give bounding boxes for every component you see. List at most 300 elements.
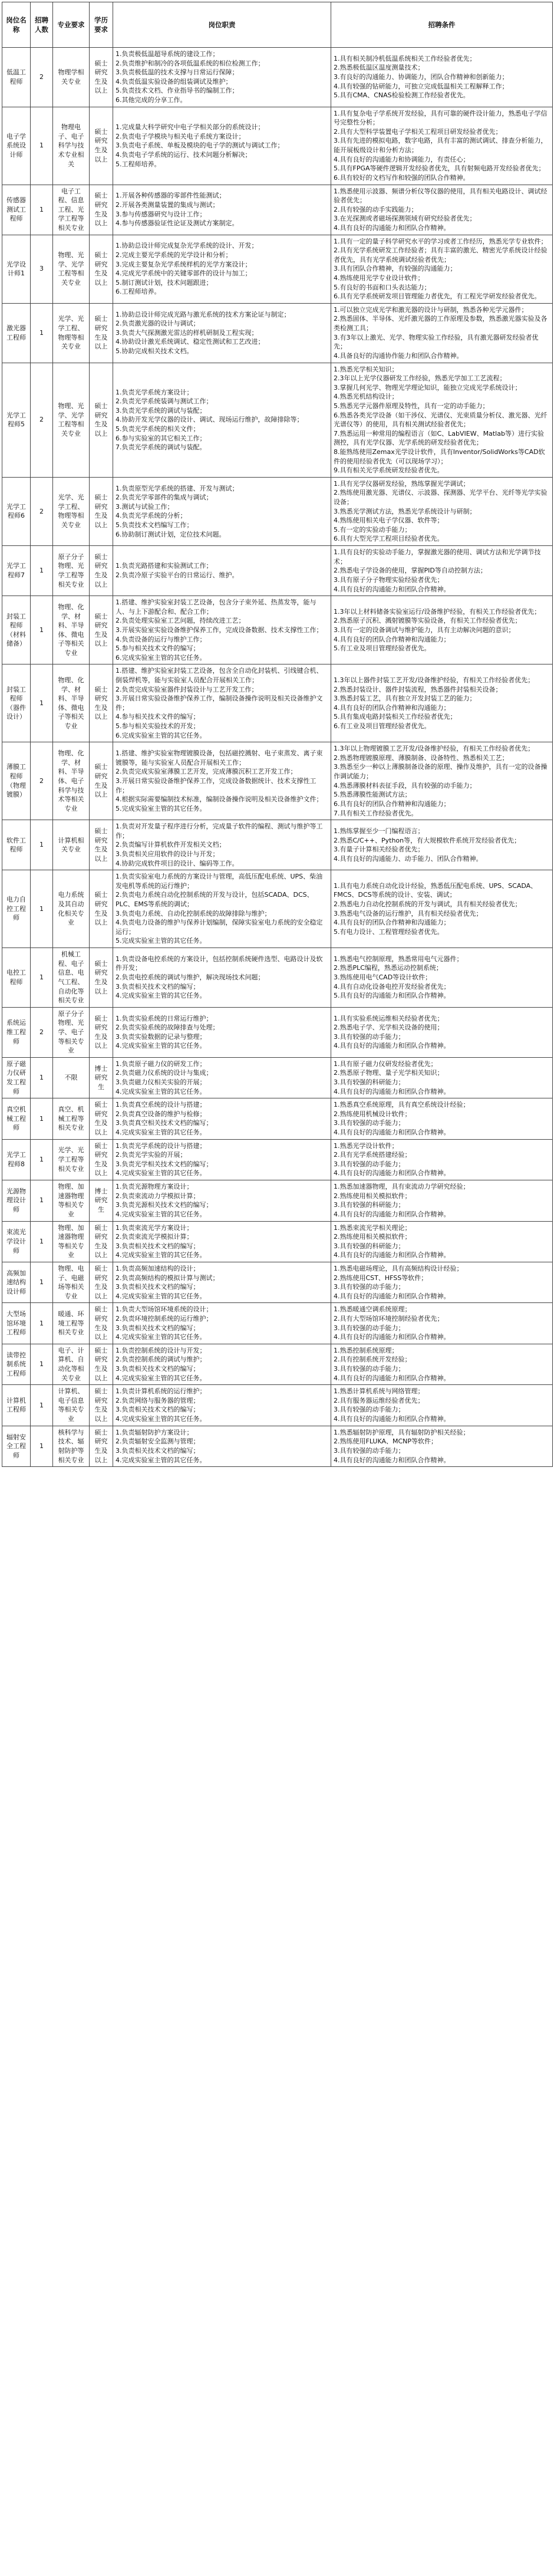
table-row: [2, 185, 553, 235]
duty-item: 3.负责相关技术文档的编写；: [116, 1406, 200, 1414]
education-cell: 硕士研究生及以上: [90, 185, 113, 235]
duty-item: 3.开展日常实验设备维护保养工作，编制设备操作说明及相关设备维护文件；: [116, 695, 323, 712]
headcount-cell: 1: [31, 546, 53, 596]
table-row: [2, 477, 553, 545]
duty-item: 4.协助设计激光系统调试、稳定性测试和工艺改进；: [116, 338, 265, 346]
headcount-cell: 1: [31, 948, 53, 1008]
duty-item: 2.负责束流光学模拟计算；: [116, 1233, 193, 1241]
headcount-cell: 1: [31, 596, 53, 664]
headcount-cell: 1: [31, 1303, 53, 1344]
requirement-item: 2.具有光学系统搭建经验；: [334, 1151, 411, 1159]
requirement-item: 2.熟悉物理镀膜原理、薄膜制备、设备特性、熟悉相关工艺；: [334, 754, 509, 762]
duty-item: 2.负责光学系统装调与测试工作；: [116, 397, 213, 406]
requirement-item: 1.熟悉光学相关知识；: [334, 365, 398, 373]
duty-item: 1.负责控制系统的设计与开发；: [116, 1346, 206, 1354]
major-cell: 物理、化学、材料、半导体、微电子等相关专业: [53, 664, 90, 742]
duty-item: 2.负责编写计算机软件开发相关文档；: [116, 841, 226, 849]
requirement-item: 5.熟悉光学元器件原理及特性，具有一定的动手能力；: [334, 402, 489, 410]
requirements-cell: [331, 1262, 553, 1302]
duty-item: 1.负责辐射防护方案设计；: [116, 1428, 193, 1436]
duty-item: 2.负责电力系统自动化控制系统的开发与设计，包括SCADA、DCS、PLC、EMS等系统的调试；: [116, 891, 314, 909]
header-requirements: 招聘条件: [331, 2, 553, 48]
position-name-cell: 电力自控工程师: [2, 870, 31, 948]
duties-cell: [113, 1221, 331, 1262]
requirement-item: 4.具有良好的沟通能力和团队合作精神。: [334, 1251, 450, 1259]
position-name-cell: 软件工程师: [2, 820, 31, 870]
duties-cell: [113, 477, 331, 545]
requirement-item: 2.熟悉电子学、光学相关设备的使用；: [334, 1024, 444, 1032]
duties-list: [116, 1264, 328, 1301]
duty-item: 1.搭建、维护实验室封装工艺设备，包含全自动化封装机、引线键合机、倒装焊机等，能与实验室人员配合开展相关工作；: [116, 667, 323, 684]
duty-item: 2.负责完成实验室薄膜工艺开发，完成薄膜沉积工艺开发工作；: [116, 768, 297, 776]
requirements-list: [334, 1014, 550, 1051]
requirement-item: 3.具有先进的模拟电路，数字电路，具有丰富的测试调试、排查分析能力，能开展板级设计和分析方法；: [334, 137, 548, 154]
headcount-cell: 1: [31, 185, 53, 235]
requirement-item: 3.具有较强的动手能力；: [334, 1446, 405, 1455]
table-row: [2, 1007, 553, 1057]
requirement-item: 3.有量子计算相关经验者优先；: [334, 845, 424, 854]
duty-item: 2.负责处理实验室工艺问题，持续改进工艺；: [116, 617, 245, 625]
requirements-list: [334, 1387, 550, 1423]
duties-cell: [113, 1426, 331, 1466]
requirement-item: 6.熟悉各类光学设备（如干涉仪、光谱仪、光束质量分析仪、激光器、光纤光谱仪等）的使用，具有相关测试经验者优先；: [334, 411, 548, 429]
requirement-item: 6.具有大型光学工程项目经验者优先。: [334, 535, 444, 543]
duty-item: 3.负责光学系统的调试与装配；: [116, 406, 206, 414]
duties-list: [116, 1100, 328, 1137]
education-cell: 硕士研究生及以上: [90, 1139, 113, 1180]
duty-item: 2.负责网络与服务器的管理；: [116, 1396, 200, 1404]
major-cell: 物理学相关专业: [53, 48, 90, 107]
duty-item: 1.完成量大科学研究中电子学相关部分的系统设计；: [116, 123, 265, 131]
duty-item: 2.负责辐射安全监测与管理；: [116, 1437, 200, 1446]
duties-list: [116, 50, 328, 105]
duties-cell: [113, 948, 331, 1008]
headcount-cell: 1: [31, 664, 53, 742]
requirements-list: [334, 109, 550, 183]
headcount-cell: 3: [31, 235, 53, 303]
requirement-item: 2.熟悉封装设计、器件封装流程，熟悉器件封装相关设备；: [334, 685, 502, 693]
requirement-item: 5.有工业及项目管理经验者优先。: [334, 644, 431, 653]
headcount-cell: 1: [31, 1262, 53, 1302]
requirement-item: 7.具有相关工作经验者优先。: [334, 809, 418, 817]
requirement-item: 9.具有相关光学系统研发经验者优先。: [334, 466, 444, 475]
requirements-list: [334, 479, 550, 544]
requirement-item: 2.熟悉电力自动化控制系统的开发与调试，具有相关经验者优先；: [334, 900, 522, 909]
header-row: [2, 2, 553, 48]
requirement-item: 6.具有良好的团队合作精神和沟通能力；: [334, 800, 450, 808]
requirement-item: 2.具有服务器运维经验者优先；: [334, 1396, 424, 1404]
duty-item: 1.负责真空系统的设计与搭建；: [116, 1101, 206, 1109]
duties-list: [116, 822, 328, 868]
duty-item: 4.参与相关技术文件的编写；: [116, 713, 200, 721]
duties-cell: [113, 664, 331, 742]
duty-item: 1.负责设备电控系统的方案设计，包括控制系统硬件选型、电路设计及软件开发；: [116, 955, 323, 972]
requirement-item: 2.具有控制系统开发经验；: [334, 1356, 411, 1364]
requirement-item: 4.具有良好的沟通能力、动手能力、团队合作精神。: [334, 854, 483, 863]
duties-cell: [113, 1303, 331, 1344]
requirements-list: [334, 1428, 550, 1465]
requirement-item: 5.有良好的书面和口头表达能力；: [334, 283, 431, 291]
duty-item: 3.测试与试验工作；: [116, 502, 174, 511]
requirement-item: 4.具有良好的团队合作精神和沟通能力；: [334, 635, 450, 643]
duties-list: [116, 191, 328, 228]
major-cell: 光学、光学工程等相关专业: [53, 1139, 90, 1180]
table-row: [2, 1098, 553, 1139]
requirement-item: 1.熟悉真空系统原理，具有真空系统设计经验；: [334, 1101, 470, 1109]
duty-item: 2.负责电控系统的调试与维护，解决现场技术问题；: [116, 973, 265, 982]
position-name-cell: 薄膜工程师（物理镀膜）: [2, 742, 31, 820]
major-cell: 电子、计算机、自动化等相关专业: [53, 1344, 90, 1384]
requirements-list: [334, 1264, 550, 1301]
duty-item: 3.完成主要复杂光学系统样机的光学方案设计；: [116, 260, 252, 268]
requirements-cell: [331, 303, 553, 363]
table-row: [2, 596, 553, 664]
requirement-item: 2.熟练使用CST、HFSS等软件；: [334, 1274, 428, 1282]
table-row: [2, 1057, 553, 1098]
education-cell: 硕士研究生及以上: [90, 664, 113, 742]
duty-item: 3.参与传感器研究与设计工作；: [116, 210, 206, 218]
requirements-list: [334, 1182, 550, 1219]
duties-cell: [113, 1344, 331, 1384]
duty-item: 7.负责光学系统的调试与装配。: [116, 443, 206, 452]
duties-list: [116, 484, 328, 539]
requirement-item: 3.具有较强的科研能力；: [334, 1078, 405, 1086]
position-name-cell: 计算机工程师: [2, 1385, 31, 1426]
duty-item: 3.负责磁力仪相关实验的开展；: [116, 1078, 206, 1086]
duty-item: 5.参与相关技术文件的编写；: [116, 644, 200, 653]
duty-item: 4.完成光学系统中的关键零部件的设计与加工；: [116, 269, 252, 278]
duty-item: 2.负责冷原子实验平台的日常运行、维护。: [116, 571, 239, 580]
duty-item: 4.完成实验室主管的其它任务。: [116, 1210, 206, 1218]
duty-item: 3.负责相关技术文档的编写；: [116, 1446, 200, 1455]
duty-item: 1.负责束流光学方案设计；: [116, 1223, 193, 1232]
requirement-item: 2.熟悉C/C++、Python等，有大规模软件系统开发经验者优先；: [334, 836, 521, 844]
requirement-item: 4.具有良好的沟通能力和协调能力，有责任心；: [334, 155, 470, 163]
duty-item: 4.负责电力设备的维护与保养计划编制，保障实验室电力系统的安全稳定运行；: [116, 919, 323, 936]
duty-item: 4.完成实验室主管的其它任务。: [116, 1042, 206, 1050]
duty-item: 3.负责电子系统、单板及模块的电子学的测试与调试工作；: [116, 142, 284, 150]
requirement-item: 4.具有良好的沟通能力和团队合作精神。: [334, 1169, 450, 1177]
requirement-item: 3.掌握几何光学、物理光学理论知识，能独立完成光学系统设计；: [334, 383, 522, 392]
table-row: [2, 1426, 553, 1466]
table-row: [2, 235, 553, 303]
requirement-item: 1.熟悉加速器物理，具有束流动力学研究经验；: [334, 1183, 470, 1191]
requirements-cell: [331, 363, 553, 477]
requirement-item: 4.具有良好的沟通能力和团队合作精神。: [334, 585, 450, 593]
duty-item: 4.完成实验室主管的其它任务。: [116, 1374, 206, 1382]
duty-item: 6.完成实验室主管的其它任务。: [116, 653, 206, 662]
position-name-cell: 电子学系统设计师: [2, 107, 31, 185]
requirement-item: 1.具有良好的实验动手能力，掌握激光器的使用、调试方法和光学调节技术；: [334, 548, 541, 565]
requirement-item: 7.熟悉运用一种常用的编程语言（如C、LabVIEW、Matlab等）进行实验测控，具有光学仪器、光学系统的研发经验者优先；: [334, 429, 544, 447]
requirements-list: [334, 187, 550, 233]
duties-list: [116, 1305, 328, 1341]
education-cell: 硕士研究生及以上: [90, 363, 113, 477]
requirement-item: 2.3年以上光学仪器研发工作经验，熟悉光学加工工艺流程；: [334, 374, 506, 383]
position-name-cell: 光源物理设计师: [2, 1180, 31, 1221]
requirement-item: 3.有良好的沟通能力、协调能力，团队合作精神和创新能力；: [334, 73, 509, 81]
headcount-cell: 1: [31, 1057, 53, 1098]
header-education: 学历要求: [90, 2, 113, 48]
duty-item: 1.负责实验系统的日常运行维护；: [116, 1014, 213, 1022]
education-cell: 硕士研究生及以上: [90, 1344, 113, 1384]
duty-item: 3.负责光源相关技术文档的编写；: [116, 1201, 213, 1209]
requirement-item: 3.有3年以上激光、光学、物理实验工作经验，具有激光器研发经验者优先；: [334, 333, 539, 351]
table-row: [2, 303, 553, 363]
duty-item: 4.根据实际需要编制技术标准，编制设备操作说明及相关设备维护文件；: [116, 795, 323, 804]
requirements-list: [334, 54, 550, 100]
requirement-item: 1.3年以上器件封装工艺开发/设备维护经验，有相关工作经验者优先；: [334, 676, 535, 684]
duty-item: 5.负责技术文档编写工作；: [116, 521, 193, 529]
requirement-item: 1.具有相关制冷机低温系统相关工作经验者优先；: [334, 54, 476, 62]
headcount-cell: 1: [31, 107, 53, 185]
duty-item: 3.负责相关技术文档的编写；: [116, 982, 200, 991]
major-cell: 物理电子、电子科学与技术专业相关: [53, 107, 90, 185]
table-body: [2, 48, 553, 1467]
requirement-item: 6.具有较好的文档写作和较强的团队合作精神。: [334, 173, 470, 182]
headcount-cell: 2: [31, 1007, 53, 1057]
major-cell: 原子分子物理、光学工程等相关专业: [53, 546, 90, 596]
requirement-item: 2.熟练使用相关模拟软件；: [334, 1192, 411, 1200]
duties-list: [116, 388, 328, 452]
requirements-cell: [331, 948, 553, 1008]
requirement-item: 3.具有较强的科研能力；: [334, 1201, 405, 1209]
requirement-item: 1.3年以上物理镀膜工艺开发/设备维护经验，有相关工作经验者优先；: [334, 745, 535, 753]
requirements-cell: [331, 235, 553, 303]
headcount-cell: 2: [31, 477, 53, 545]
education-cell: 硕士研究生及以上: [90, 546, 113, 596]
requirement-item: 1.熟悉束流光学相关理论；: [334, 1223, 411, 1232]
requirement-item: 2.具有大型科学装置电子学相关工程项目研发经验者优先；: [334, 127, 502, 136]
headcount-cell: 1: [31, 820, 53, 870]
requirement-item: 4.具有良好的沟通能力和团队合作精神。: [334, 1374, 450, 1382]
duty-item: 4.负责设备的运行与维护工作；: [116, 635, 206, 643]
position-name-cell: 原子磁力仪研发工程师: [2, 1057, 31, 1098]
major-cell: 物理、加速器物理等相关专业: [53, 1221, 90, 1262]
requirements-list: [334, 881, 550, 937]
duty-item: 2.开展各类测量装置的集成与测试；: [116, 200, 219, 209]
duties-list: [116, 1428, 328, 1465]
duties-list: [116, 749, 328, 813]
duties-list: [116, 123, 328, 169]
duties-cell: [113, 235, 331, 303]
requirement-item: 3.具有团队合作精神，有较强的沟通能力；: [334, 265, 457, 273]
duties-cell: [113, 1385, 331, 1426]
requirement-item: 2.熟练使用相关模拟软件；: [334, 1233, 411, 1241]
requirement-item: 1.熟悉暖通空调系统原理；: [334, 1305, 411, 1314]
duty-item: 1.协助总设计师完成光路与激光系统的技术方案论证与制定；: [116, 310, 291, 318]
requirements-cell: [331, 1303, 553, 1344]
position-name-cell: 电控工程师: [2, 948, 31, 1008]
requirements-list: [334, 744, 550, 818]
duties-cell: [113, 742, 331, 820]
duties-list: [116, 1223, 328, 1260]
duties-list: [116, 1387, 328, 1423]
duties-list: [116, 1346, 328, 1383]
requirement-item: 4.具有良好的团队合作精神和沟通能力；: [334, 703, 450, 712]
requirement-item: 1.熟悉电气控制原理，熟悉常用电气元器件；: [334, 955, 463, 963]
duty-item: 3.开展日常实验设备维护保养工作，完成设备数据统计、技术支撑性工作；: [116, 777, 316, 794]
requirement-item: 2.熟悉原子沉积、溅射镀膜等实验设备，有相关工作经验者优先；: [334, 617, 522, 625]
duty-item: 1.负责光源物理方案设计；: [116, 1183, 193, 1191]
major-cell: 物理、化学、材料、半导体、微电子等相关专业: [53, 596, 90, 664]
headcount-cell: 1: [31, 1139, 53, 1180]
requirements-list: [334, 607, 550, 653]
requirement-item: 3.具有较强的动手能力；: [334, 1324, 405, 1332]
duty-item: 1.负责光学系统的设计与搭建；: [116, 1141, 206, 1150]
duty-item: 2.负责维护和制冷的各项低温系统的相位检测工作；: [116, 59, 265, 67]
duty-item: 4.完成实验室主管的其它任务。: [116, 1087, 206, 1095]
table-row: [2, 820, 553, 870]
table-row: [2, 1139, 553, 1180]
requirement-item: 2.熟练使用机械设计软件；: [334, 1110, 411, 1118]
education-cell: 硕士研究生及以上: [90, 235, 113, 303]
position-name-cell: 光学工程师6: [2, 477, 31, 545]
duty-item: 4.负责光学系统的分析；: [116, 512, 187, 520]
duties-cell: [113, 303, 331, 363]
headcount-cell: 1: [31, 303, 53, 363]
duty-item: 1.协助总设计师完成复杂光学系统的设计、开发；: [116, 242, 258, 250]
requirement-item: 4.具有良好的沟通能力和团队合作精神。: [334, 1042, 450, 1050]
duties-list: [116, 872, 328, 946]
requirement-item: 5.具有CMA、CNAS检验检测工作经验者优先。: [334, 91, 470, 100]
duties-cell: [113, 596, 331, 664]
duty-item: 2.负责环境控制系统的运行维护；: [116, 1315, 213, 1322]
header-major: 专业要求: [53, 2, 90, 48]
position-name-cell: 束流光学设计师: [2, 1221, 31, 1262]
table-row: [2, 948, 553, 1008]
duties-cell: [113, 48, 331, 107]
table-row: [2, 870, 553, 948]
requirements-cell: [331, 185, 553, 235]
requirement-item: 4.具有良好的沟通能力和团队合作精神。: [334, 1087, 450, 1095]
requirements-list: [334, 365, 550, 475]
position-name-cell: 读带控制系统工程师: [2, 1344, 31, 1384]
requirements-cell: [331, 48, 553, 107]
requirement-item: 3.具有较强的动手能力；: [334, 1365, 405, 1373]
education-cell: 博士研究生: [90, 1180, 113, 1221]
duties-cell: [113, 1139, 331, 1180]
requirement-item: 4.具有良好的沟通能力和团队合作精神。: [334, 1210, 450, 1218]
position-name-cell: 高频加速结构设计师: [2, 1262, 31, 1302]
requirements-list: [334, 1060, 550, 1096]
position-name-cell: 封装工程师（材料储备）: [2, 596, 31, 664]
duties-cell: [113, 1180, 331, 1221]
position-name-cell: 光学设计师1: [2, 235, 31, 303]
requirements-cell: [331, 1426, 553, 1466]
duty-item: 5.参与相关实验技术的开发；: [116, 722, 200, 731]
duty-item: 1.负责高频加速结构的设计；: [116, 1264, 200, 1272]
duty-item: 4.参与传感器验证性论证及测试方案制定。: [116, 219, 239, 228]
requirement-item: 5.具有良好的沟通能力和团队合作精神。: [334, 992, 450, 1000]
duty-item: 3.负责大气探测激光雷达的样机研制及工程实现；: [116, 328, 258, 337]
education-cell: 硕士研究生及以上: [90, 948, 113, 1008]
duties-list: [116, 1141, 328, 1178]
duties-list: [116, 241, 328, 297]
requirement-item: 1.具有电力系统自动化设计经验，熟悉低压配电系统、UPS、SCADA、FMCS、DCS等系统的设计、安装、调试；: [334, 881, 537, 899]
major-cell: 光学、光学工程、物理等相关专业: [53, 477, 90, 545]
duty-item: 3.负责极低温的技术支撑与日常运行保障；: [116, 68, 239, 77]
duty-item: 3.负责相关技术文档的编写；: [116, 1283, 200, 1291]
requirement-item: 5.有电力设计、工程管理经验者优先。: [334, 927, 444, 936]
duty-item: 1.负责光学系统方案设计；: [116, 388, 193, 396]
requirements-list: [334, 1346, 550, 1383]
duty-item: 4.完成实验室主管的其它任务。: [116, 1456, 206, 1464]
requirements-cell: [331, 1344, 553, 1384]
header-position-name: 岗位名称: [2, 2, 31, 48]
headcount-cell: 2: [31, 742, 53, 820]
position-name-cell: 真空机械工程师: [2, 1098, 31, 1139]
duty-item: 3.开展实验室实验设备维护保养工作，完成设备数据、技术支撑性工作；: [116, 626, 323, 634]
requirement-item: 3.具有较强的科研能力；: [334, 1242, 405, 1250]
requirements-cell: [331, 1139, 553, 1180]
table-row: [2, 664, 553, 742]
duties-cell: [113, 1057, 331, 1098]
table-row: [2, 546, 553, 596]
requirement-item: 1.具有一定的量子科学研究水平的学习或者工作经历，熟悉光学专业软件；: [334, 237, 548, 245]
requirement-item: 3.在光探测或者磁场探测领域有研究经验者优先；: [334, 215, 476, 223]
duty-item: 1.负责计算机系统的运行维护；: [116, 1387, 206, 1396]
requirement-item: 2.具有光学系统研发工作经验者；具有丰富的激光、精密光学系统设计经验者优先，具有光学系统调试经验者优先；: [334, 246, 548, 264]
requirements-cell: [331, 1007, 553, 1057]
table-row: [2, 363, 553, 477]
education-cell: 硕士研究生及以上: [90, 1426, 113, 1466]
education-cell: 硕士研究生及以上: [90, 1303, 113, 1344]
duty-item: 5.协助完成相关技术文档。: [116, 347, 193, 356]
major-cell: 物理、电子、电磁场等相关专业: [53, 1262, 90, 1302]
education-cell: 硕士研究生及以上: [90, 48, 113, 107]
requirement-item: 3.熟悉至少一种以上薄膜制备设备的原理、操作及维护，具有一定的设备操作调试能力；: [334, 763, 548, 781]
major-cell: 电力系统及其自动化相关专业: [53, 870, 90, 948]
duty-item: 5.负责光学系统的相关文件；: [116, 425, 200, 433]
duty-item: 5.工程师培养。: [116, 160, 161, 168]
requirement-item: 1.熟悉使用示波器、频谱分析仪等仪器的使用，具有相关电路设计、调试经验者优先；: [334, 187, 548, 205]
duty-item: 6.完成实验室主管的其它任务。: [116, 731, 206, 739]
requirements-cell: [331, 477, 553, 545]
requirement-item: 4.具有良好的沟通能力和团队合作精神。: [334, 1129, 450, 1137]
requirements-cell: [331, 664, 553, 742]
requirement-item: 1.3年以上材料储备实验室运行/设备维护经验，有相关工作经验者优先；: [334, 607, 541, 616]
requirement-item: 1.熟悉控制系统原理；: [334, 1346, 398, 1354]
duty-item: 6.协助制订测试计划，定位技术问题。: [116, 530, 226, 538]
requirement-item: 4.具有良好的团队合作精神和沟通能力；: [334, 919, 450, 927]
major-cell: 不限: [53, 1057, 90, 1098]
requirement-item: 3.具有较强的动手能力；: [334, 1032, 405, 1041]
major-cell: 物理、光学、光学工程等相关专业: [53, 235, 90, 303]
major-cell: 物理、化学、材料、半导体、电子科学与技术等相关专业: [53, 742, 90, 820]
duties-cell: [113, 1007, 331, 1057]
requirements-list: [334, 1100, 550, 1137]
requirement-item: 4.具有自动化设备电控开发经验者优先；: [334, 982, 450, 991]
requirements-cell: [331, 1098, 553, 1139]
major-cell: 光学、光学工程、物理等相关专业: [53, 303, 90, 363]
requirements-cell: [331, 1385, 553, 1426]
duty-item: 4.完成实验室主管的其它任务。: [116, 1169, 206, 1177]
table-row: [2, 48, 553, 107]
duty-item: 4.完成实验室主管的其它任务。: [116, 1251, 206, 1259]
position-name-cell: 大型场馆环境工程师: [2, 1303, 31, 1344]
requirement-item: 2.熟悉固体、半导体、光纤激光器的工作原理及参数，熟悉激光器实验及各类检测工具；: [334, 315, 548, 333]
duty-item: 4.负责低温实验设备的组装调试及维护；: [116, 77, 232, 85]
duty-item: 1.负责实验室电力系统的方案设计与管理，高低压配电系统、UPS、柴油发电机等系统的运行维护；: [116, 873, 323, 890]
recruitment-table: [2, 2, 553, 1467]
duty-item: 2.负责光学实验的开展；: [116, 1151, 187, 1159]
duty-item: 2.负责实验系统的故障排查与处理；: [116, 1024, 219, 1032]
duty-item: 2.负责控制系统的调试与维护；: [116, 1356, 206, 1364]
requirement-item: 6.具有光学系统研发项目管理能力者优先，有工程光学研发经验者优先。: [334, 292, 541, 301]
requirement-item: 4.具有良好的沟通能力和团队合作精神。: [334, 223, 450, 232]
duty-item: 2.负责光学零部件的集成与调试；: [116, 494, 213, 502]
